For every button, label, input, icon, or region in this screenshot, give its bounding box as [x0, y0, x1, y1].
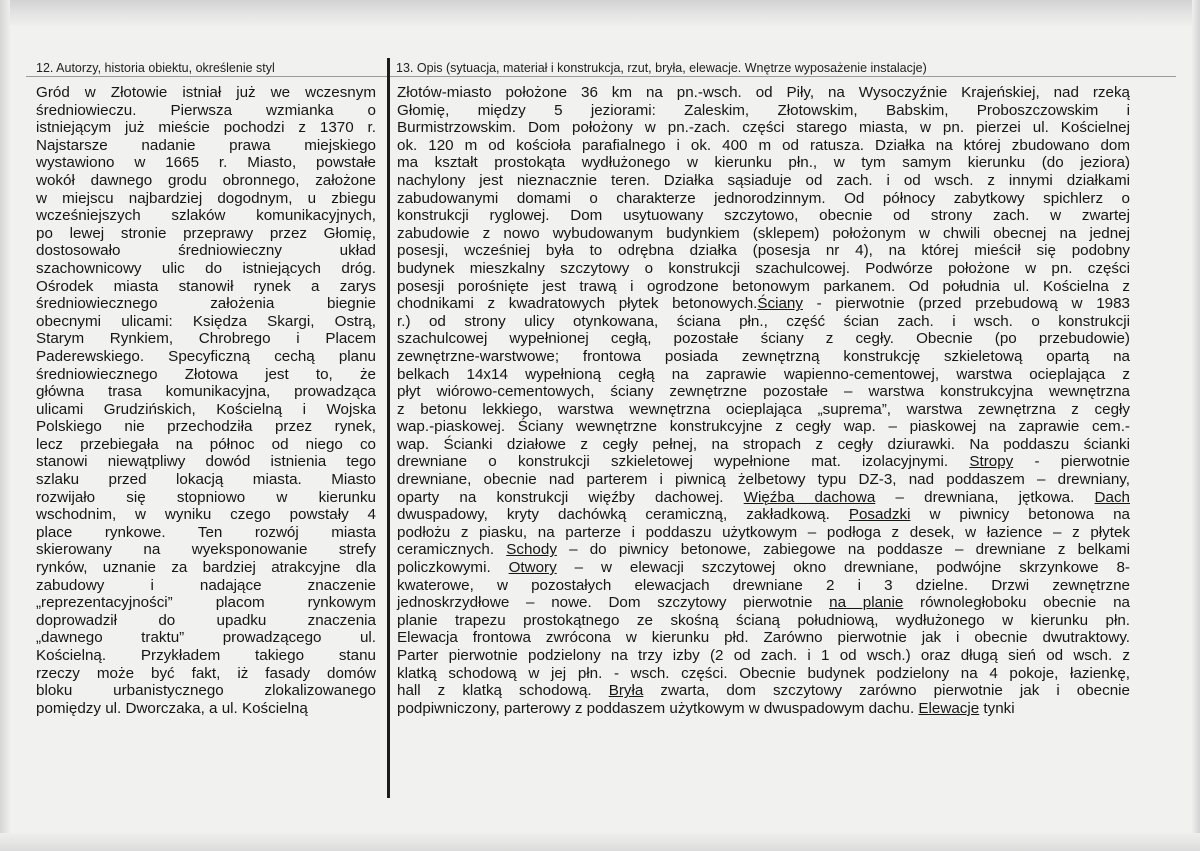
text-line — [397, 436, 1130, 454]
text-line: w miejscu najbardziej dogodnym, u zbiegu — [36, 189, 376, 207]
text-run: Elewacja frontowa zwrócona w kierunku płd. Zarówno pierwotnie jak i obecnie dwutraktowy. — [397, 629, 1130, 647]
text-run: konstrukcji ryglowej. Dom usytuowany szczytowo, obecnie od strony zach. w zwartej — [397, 207, 1130, 225]
text-line — [397, 366, 1130, 384]
text-line — [397, 225, 1130, 243]
text-line — [397, 612, 1130, 630]
text-run: ceramicznych. — [397, 541, 507, 559]
underlined-heading: Elewacje — [918, 699, 980, 717]
text-run: chodnikami z kwadratowych płytek betonowych. — [397, 295, 758, 313]
text-line — [397, 594, 1130, 612]
text-line — [397, 541, 1130, 559]
text-run: w piwnicy betonowa na — [910, 506, 1130, 524]
text-line: główna trasa komunikacyjna, prowadząca — [36, 383, 376, 401]
text-line — [397, 154, 1130, 172]
text-line — [397, 629, 1130, 647]
text-line: place rynkowe. Ten rozwój miasta — [36, 523, 376, 541]
text-line — [397, 84, 1130, 102]
text-line — [397, 700, 1130, 718]
text-run: planie trapezu prostokątnego ze skośną ścianą południową, wydłużonego w kierunku płn. — [397, 611, 1130, 629]
text-line: wystawiono w 1665 r. Miasto, powstałe — [36, 154, 376, 172]
text-line — [397, 577, 1130, 595]
text-line — [397, 489, 1130, 507]
text-line: szlaku przed lokacją miasta. Miasto — [36, 471, 376, 489]
text-run: drewniane o konstrukcji szkieletowej wypełnione mat. izolacyjnymi. — [397, 453, 970, 471]
text-run: równoległoboku obecnie na — [903, 594, 1130, 612]
text-run: podłożu z piasku, na parterze i poddaszu użytkowym – podłoga z desek, w łazience – z płytek — [397, 523, 1130, 541]
text-line: Polskiego nie przechodziła przez rynek, — [36, 418, 376, 436]
text-line: dostosowało średniowieczny układ — [36, 242, 376, 260]
text-run: r.) od strony ulicy otynkowana, ściana płn., część ścian zach. i wsch. o konstrukcji — [397, 312, 1130, 330]
text-run: podpiwniczony, parterowy z poddaszem użytkowym w dwuspadowym dachu. — [397, 699, 919, 717]
text-line: średniowiecznego Złotowa jest to, że — [36, 365, 376, 383]
text-line — [397, 647, 1130, 665]
underlined-heading: Bryła — [608, 682, 644, 700]
text-line — [397, 330, 1130, 348]
text-run: drewniane, obecnie nad parterem i piwnicą żelbetowy typu DZ-3, nad poddaszem – drewniany, — [397, 471, 1130, 489]
text-run: belkach 14x14 wypełnioną cegłą na zaprawie wapienno-cementowej, warstwa ocieplająca z — [397, 365, 1130, 383]
text-line: rzeczy może być fakt, iż fasady domów — [36, 664, 376, 682]
text-line: wokół dawnego grodu obronnego, założone — [36, 171, 376, 189]
text-line — [397, 172, 1130, 190]
text-line: Gród w Złotowie istniał już we wczesnym — [36, 84, 376, 101]
text-line — [397, 418, 1130, 436]
section-12-title: 12. Autorzy, historia obiektu, określenie styl — [36, 61, 275, 75]
text-run: ok. 120 m od kościoła parafialnego i ok. 400 m od ratusza. Działka na której zbudowano dom — [397, 136, 1130, 154]
text-line: po lewej stronie przeprawy przez Głomię, — [36, 224, 376, 242]
text-line — [397, 682, 1130, 700]
text-line — [397, 506, 1130, 524]
section-13-text — [397, 84, 1130, 717]
text-line: średniowiecznego założenia biegnie — [36, 295, 376, 313]
text-run: posesji, wcześniej była to odrębna działka (posesja nr 4), na której mieścił się podobny — [397, 242, 1130, 260]
column-divider — [387, 58, 390, 798]
text-line — [397, 665, 1130, 683]
text-line — [397, 207, 1130, 225]
text-line: Najstarsze nadanie prawa miejskiego — [36, 136, 376, 154]
header-rule — [26, 76, 1176, 77]
text-run: płyt wiórowo-cementowych, ściany zewnętrzne pozostałe – warstwa konstrukcyjna wewnętrzna — [397, 383, 1130, 401]
text-run: - pierwotnie — [1013, 453, 1130, 471]
text-run: wap. Ścianki działowe z cegły pełnej, na stropach z cegły dziurawki. Na poddaszu ścianki — [397, 435, 1130, 453]
text-run: Parter pierwotnie podzielony na trzy izby (2 od zach. i 1 od wsch.) oraz długą sień od wsch. z — [397, 647, 1130, 664]
text-run: – w elewacji szczytowej okno drewniane, podwójne skrzynkowe 8- — [556, 559, 1130, 577]
text-line: zabudowy i nadające znaczenie — [36, 576, 376, 594]
text-run: kwaterowe, w pozostałych elewacjach drewniane 2 i 3 dzielne. Drzwi zewnętrzne — [397, 576, 1130, 594]
text-line: pomiędzy ul. Dworczaka, a ul. Kościelną — [36, 699, 308, 717]
text-line: lecz przebiegała na północ od niego co — [36, 435, 376, 453]
text-run: tynki — [979, 699, 1015, 717]
underlined-heading: Schody — [506, 541, 557, 559]
text-run: ma kształt prostokąta wydłużonego w kierunku płn., w tym samym kierunku (do jeziora) — [397, 154, 1130, 172]
text-line — [397, 242, 1130, 260]
text-line — [397, 260, 1130, 278]
underlined-heading: Posadzki — [848, 506, 911, 524]
text-run: – drewniana, jętkowa. — [875, 488, 1095, 506]
text-line — [397, 119, 1130, 137]
text-line: skierowany na wyeksponowanie strefy — [36, 541, 376, 559]
underlined-heading: Otwory — [508, 559, 557, 577]
text-line — [397, 102, 1130, 120]
text-run: hall z klatką schodową. — [397, 682, 609, 700]
text-line — [397, 190, 1130, 208]
text-line: doprowadził do upadku znaczenia — [36, 611, 376, 629]
text-line: Ośrodek miasta stanowił rynek a zarys — [36, 277, 376, 295]
scan-right-edge — [1192, 0, 1200, 851]
text-line — [397, 278, 1130, 296]
text-run: klatką schodową w jej płn. - wsch. części. Obecnie budynek podzielony na 4 pokoje, łazienkę, — [397, 664, 1130, 682]
text-line: „dawnego traktu” prowadzącego ul. — [36, 629, 376, 647]
underlined-heading: Stropy — [969, 453, 1014, 471]
text-line: ulicami Grudzińskich, Kościelną i Wojska — [36, 400, 376, 418]
text-line — [397, 137, 1130, 155]
text-run: szachulcowej wypełnionej cegłą, pozostałe ściany z cegły. Obecnie (po przebudowie) — [397, 330, 1130, 348]
scan-top-edge — [0, 0, 1200, 26]
text-line: rynków, uznanie za bardziej atrakcyjne dla — [36, 559, 376, 577]
text-run: - pierwotnie (przed przebudową w 1983 — [802, 295, 1131, 313]
underlined-heading: Więźba dachowa — [743, 488, 876, 506]
scan-left-edge — [0, 0, 10, 851]
text-line — [397, 383, 1130, 401]
text-run: – do piwnicy betonowe, zabiegowe na poddasze – drewniane z belkami — [556, 541, 1131, 559]
text-line: bloku urbanistycznego zlokalizowanego — [36, 682, 376, 700]
underlined-heading: na planie — [829, 594, 904, 612]
text-run: zabudowie z nowo wybudowanym budynkiem (sklepem) położonym w chwili obecnej na jednej — [397, 224, 1130, 242]
text-line: „reprezentacyjności” placom rynkowym — [36, 594, 376, 612]
text-line: wcześniejszych szlaków komunikacyjnych, — [36, 207, 376, 225]
text-run: oparty na konstrukcji więźby dachowej. — [397, 488, 744, 506]
text-run: zabudowanymi domami o charakterze jednorodzinnym. Od północy zabytkowy spichlerz o — [397, 189, 1130, 207]
text-run: zewnętrzne-warstwowe; frontowa posiada zewnętrzną konstrukcję szkieletową opartą na — [397, 347, 1130, 365]
text-line: istniejącym już mieście pochodzi z 1370 r. — [36, 119, 376, 137]
text-run: z betonu lekkiego, warstwa wewnętrzna ocieplająca „suprema”, warstwa zewnętrzna z cegły — [397, 400, 1130, 418]
text-line — [397, 295, 1130, 313]
text-line — [397, 348, 1130, 366]
text-line: obecnymi ulicami: Księdza Skargi, Ostrą, — [36, 312, 376, 330]
section-13-title: 13. Opis (sytuacja, materiał i konstrukcja, rzut, bryła, elewacje. Wnętrze wyposażenie instalacje) — [396, 61, 927, 75]
scan-bottom-edge — [0, 833, 1200, 851]
underlined-heading: Dach — [1094, 488, 1130, 506]
text-run: zwarta, dom szczytowy zarówno pierwotnie jak i obecnie — [643, 682, 1130, 700]
text-line — [397, 401, 1130, 419]
text-run: nachylony jest nieznacznie teren. Działka sąsiaduje od zach. i od wsch. z innymi działkami — [397, 171, 1130, 189]
text-line — [397, 559, 1130, 577]
text-line: szachownicowy ulic do istniejących dróg. — [36, 259, 376, 277]
text-run: jednoskrzydłowe – nowe. Dom szczytowy pierwotnie — [397, 594, 830, 612]
text-line: wschodnim, w wyniku czego powstały 4 — [36, 506, 376, 524]
text-run: posesji porośnięte jest trawą i ogrodzone betonowym parkanem. Od południa ul. Kościelna z — [397, 277, 1130, 295]
text-run: Burmistrzowskim. Dom położony w pn.-zach. części starego miasta, w pn. pierzei ul. Kościelnej — [397, 119, 1130, 137]
text-run: wap.-piaskowej. Ściany wewnętrzne konstrukcyjne z cegły wap. – piaskowej na zaprawie cem.- — [397, 418, 1130, 436]
text-run: budynek mieszkalny szczytowy o konstrukcji szachulcowej. Podwórze położone w pn. części — [397, 259, 1130, 277]
text-line — [397, 453, 1130, 471]
section-12-text — [36, 84, 376, 717]
text-run: policzkowymi. — [397, 559, 509, 577]
text-line: stanowi niewątpliwy dowód istnienia tego — [36, 453, 376, 471]
text-line: rozwijało się stopniowo w kierunku — [36, 488, 376, 506]
text-line: średniowieczu. Pierwsza wzmianka o — [36, 101, 376, 119]
text-run: Złotów-miasto położone 36 km na pn.-wsch. od Piły, na Wysoczyźnie Krajeńskiej, nad rzeką — [397, 84, 1130, 101]
text-line — [397, 524, 1130, 542]
text-run: Głomię, między 5 jeziorami: Zaleskim, Złotowskim, Babskim, Proboszczowskim i — [397, 101, 1130, 119]
text-line: Starym Rynkiem, Chrobrego i Placem — [36, 330, 376, 348]
text-run: dwuspadowy, kryty dachówką ceramiczną, zakładkową. — [397, 506, 849, 524]
text-line: Kościelną. Przykładem takiego stanu — [36, 647, 376, 664]
text-line: Paderewskiego. Specyficzną cechą planu — [36, 347, 376, 365]
text-line — [397, 471, 1130, 489]
text-line — [397, 313, 1130, 331]
underlined-heading: Ściany — [757, 295, 803, 313]
